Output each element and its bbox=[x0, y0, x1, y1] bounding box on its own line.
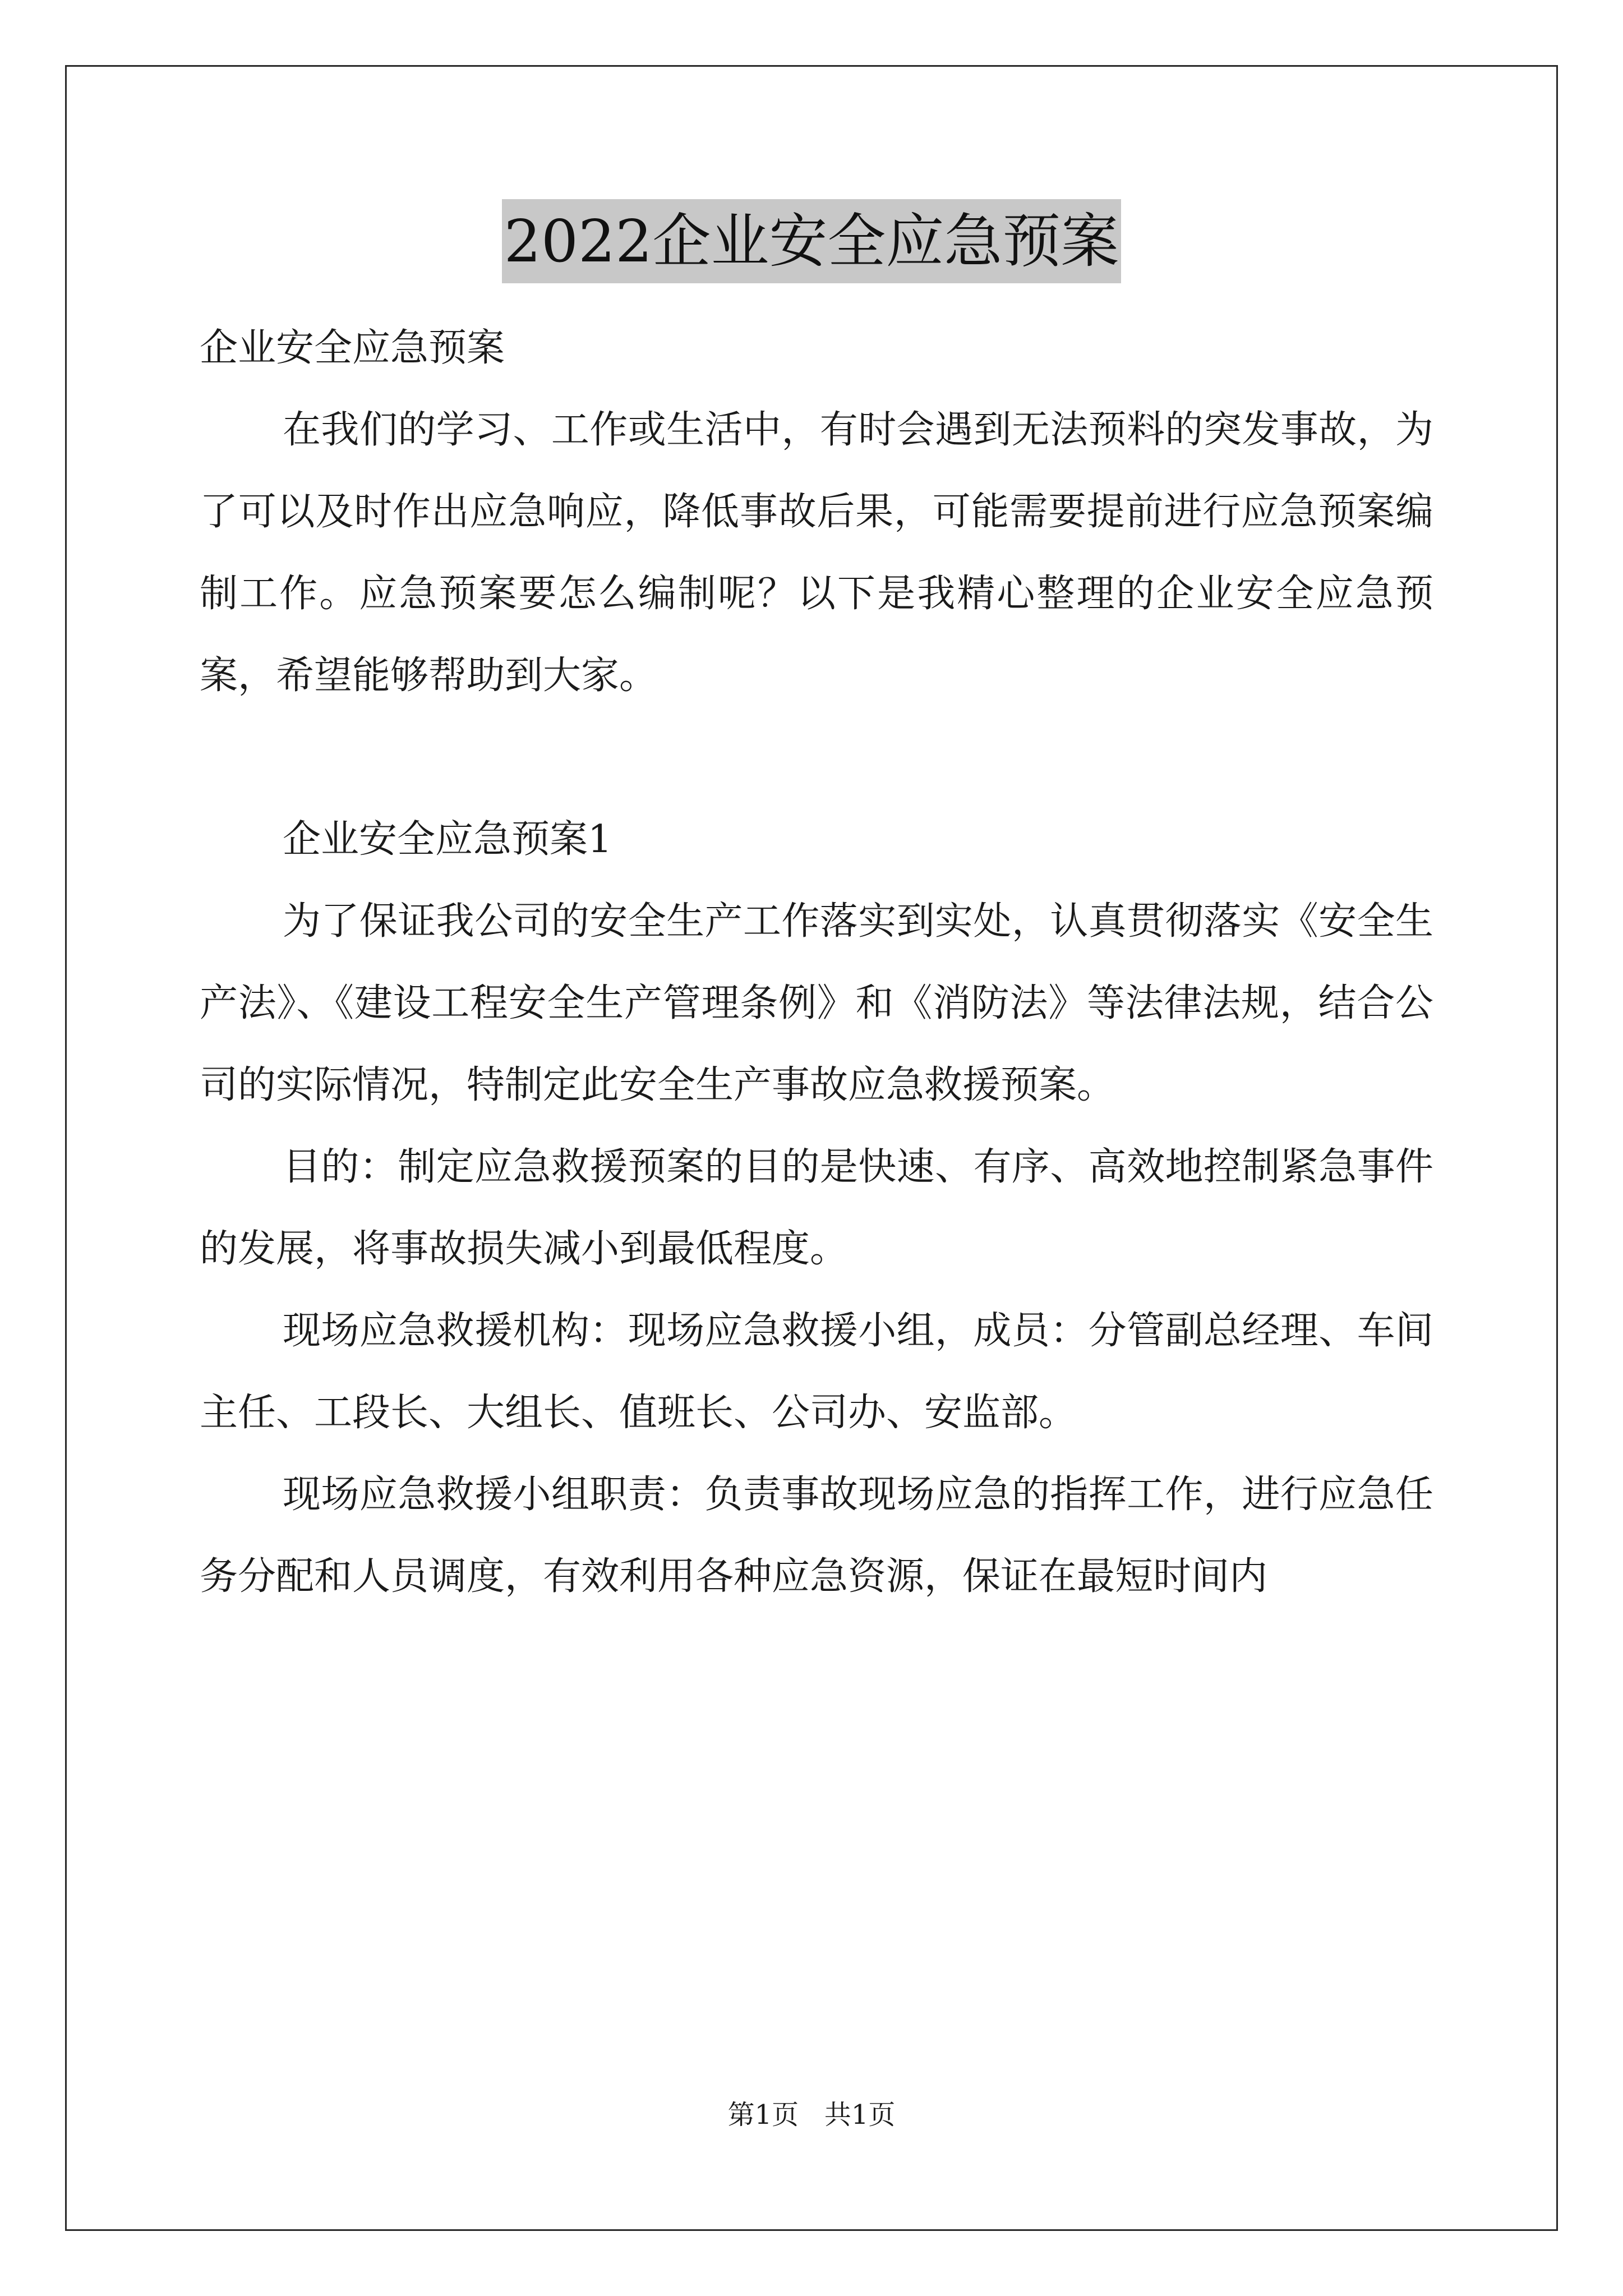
body-paragraph: 为了保证我公司的安全生产工作落实到实处，认真贯彻落实《安全生产法》、《建设工程安全生产管理条例》和《消防法》等法律法规，结合公司的实际情况，特制定此安全生产事故应急救援预案。 bbox=[200, 899, 1433, 1107]
body-paragraph: 现场应急救援机构：现场应急救援小组，成员：分管副总经理、车间主任、工段长、大组长、值班长、公司办、安监部。 bbox=[200, 1309, 1433, 1435]
body-paragraph: 现场应急救援小组职责：负责事故现场应急的指挥工作，进行应急任务分配和人员调度，有效利用各种应急资源，保证在最短时间内 bbox=[200, 1473, 1433, 1599]
document-body bbox=[200, 307, 1433, 1618]
title-container bbox=[0, 199, 1623, 283]
document-subtitle: 企业安全应急预案 bbox=[200, 326, 505, 370]
document-title: 2022企业安全应急预案 bbox=[502, 199, 1122, 283]
intro-paragraph: 在我们的学习、工作或生活中，有时会遇到无法预料的突发事故，为了可以及时作出应急响应，降低事故后果，可能需要提前进行应急预案编制工作。应急预案要怎么编制呢？以下是我精心整理的企业安全应急预案，希望能够帮助到大家。 bbox=[200, 408, 1433, 698]
page-footer: 第1页 共1页 bbox=[727, 2099, 896, 2131]
body-paragraph: 目的：制定应急救援预案的目的是快速、有序、高效地控制紧急事件的发展，将事故损失减小到最低程度。 bbox=[200, 1145, 1433, 1271]
section-spacer bbox=[200, 717, 1433, 799]
section-heading: 企业安全应急预案1 bbox=[283, 817, 612, 862]
